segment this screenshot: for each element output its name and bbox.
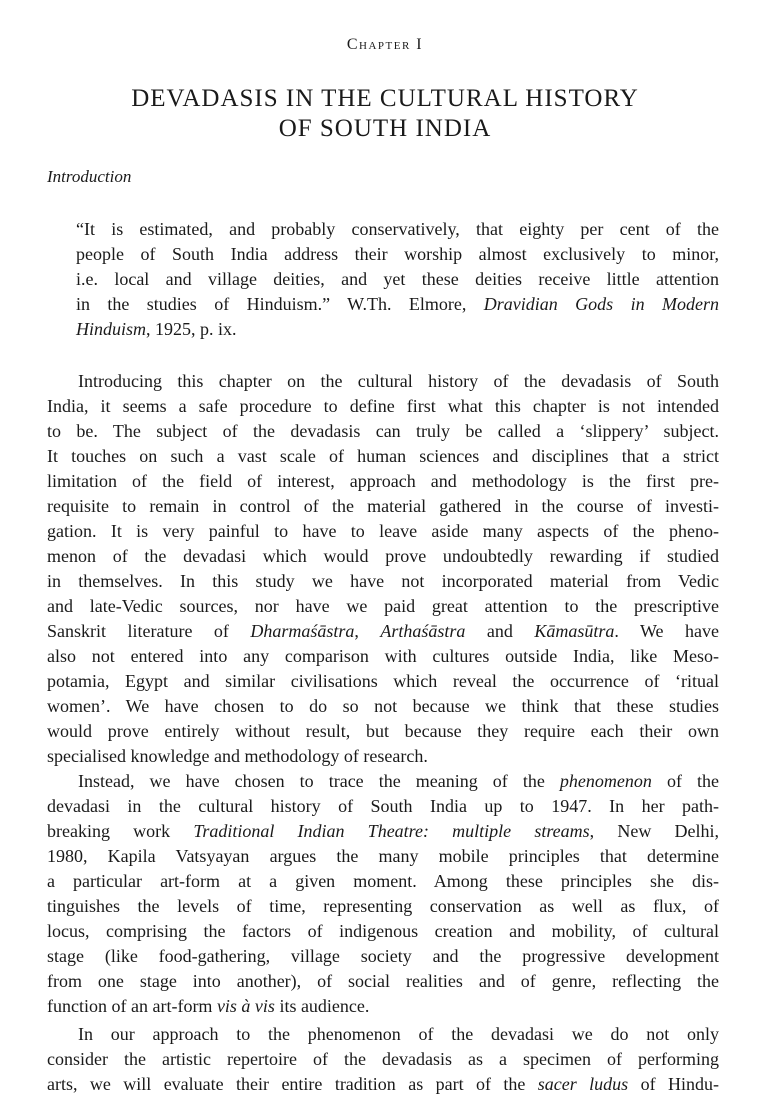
epigraph-line: i.e. local and village deities, and yet these deities receive little attention [76,269,719,289]
paragraph-line: also not entered into any comparison with cultures outside India, like Meso- [47,646,719,666]
paragraph-line: locus, comprising the factors of indigenous creation and mobility, of cultural [47,921,719,941]
paragraph-line: stage (like food-gathering, village society and the progressive development [47,946,719,966]
text-title-italic: Kāmasūtra [534,621,615,641]
paragraph-line: menon of the devadasi which would prove undoubtedly rewarding if studied [47,546,719,566]
paragraph-text: Instead, we have chosen to trace the meaning of the [78,771,560,791]
paragraph-line [47,1072,719,1097]
epigraph-line: people of South India address their worship almost exclusively to minor, [76,244,719,264]
paragraph-line: 1980, Kapila Vatsyayan argues the many mobile principles that determine [47,846,719,866]
paragraph-text: of the [651,771,720,791]
epigraph-text: in the studies of Hinduism.” W.Th. Elmore, [76,294,484,314]
paragraph-line: women’. We have chosen to do so not because we think that these studies [47,696,719,716]
paragraph-text: of Hindu- [628,1074,719,1094]
text-title-italic: Arthaśāstra [380,621,466,641]
book-title-italic: Traditional Indian Theatre: multiple streams [193,821,590,841]
paragraph-line: Introducing this chapter on the cultural history of the devadasis of South [78,371,719,391]
paragraph-line: India, it seems a safe procedure to define first what this chapter is not intended [47,396,719,416]
epigraph-text: , 1925, p. ix. [146,319,237,339]
emphasis-italic: vis à vis [216,996,275,1016]
chapter-label: Chapter I [346,36,424,53]
chapter-title-line: DEVADASIS IN THE CULTURAL HISTORY [131,85,639,112]
paragraph-line: a particular art-form at a given moment. Among these principles she dis- [47,871,719,891]
paragraph-line: In our approach to the phenomenon of the devadasi we do not only [78,1024,719,1044]
paragraph-line [47,994,719,1019]
paragraph-text: function of an art-form [47,996,217,1016]
paragraph-line: potamia, Egypt and similar civilisations which reveal the occurrence of ‘ritual [47,671,719,691]
paragraph-text: and [465,621,535,641]
paragraph-line [47,619,719,644]
paragraph-line: devadasi in the cultural history of South India up to 1947. In her path- [47,796,719,816]
paragraph-text: arts, we will evaluate their entire tradition as part of the [47,1074,538,1094]
paragraph-text: breaking work [47,821,194,841]
section-heading: Introduction [47,167,132,186]
paragraph-line: It touches on such a vast scale of human sciences and disciplines that a strict [47,446,719,466]
paragraph-line: from one stage into another), of social realities and of genre, reflecting the [47,971,719,991]
emphasis-italic: sacer ludus [537,1074,629,1094]
epigraph-line [76,292,719,317]
paragraph-text: its audience. [274,996,370,1016]
paragraph-text: , [354,621,381,641]
book-title-italic: Hinduism [76,319,147,339]
chapter-title-line: OF SOUTH INDIA [278,115,492,142]
epigraph-line [76,317,719,342]
paragraph-line: consider the artistic repertoire of the devadasis as a specimen of performing [47,1049,719,1069]
paragraph-line: gation. It is very painful to have to leave aside many aspects of the pheno- [47,521,719,541]
chapter-title [0,84,770,144]
paragraph-line: in themselves. In this study we have not incorporated material from Vedic [47,571,719,591]
paragraph-line: tinguishes the levels of time, representing conservation as well as flux, of [47,896,719,916]
paragraph-text: Sanskrit literature of [47,621,251,641]
paragraph-text: . We have [614,621,719,641]
paragraph-line: requisite to remain in control of the material gathered in the course of investi- [47,496,719,516]
paragraph-line: would prove entirely without result, but because they require each their own [47,721,719,741]
paragraph-line [47,819,719,844]
paragraph-line: limitation of the field of interest, approach and methodology is the first pre- [47,471,719,491]
text-title-italic: Dharmaśāstra [250,621,355,641]
paragraph-line: to be. The subject of the devadasis can truly be called a ‘slippery’ subject. [47,421,719,441]
paragraph-line: specialised knowledge and methodology of research. [47,746,428,766]
paragraph-text: , New Delhi, [589,821,719,841]
book-title-italic: Dravidian Gods in Modern [483,294,719,314]
paragraph-line: and late-Vedic sources, nor have we paid great attention to the prescriptive [47,596,719,616]
paragraph-line [78,769,719,794]
emphasis-italic: phenomenon [559,771,652,791]
epigraph-line: “It is estimated, and probably conservatively, that eighty per cent of the [76,219,719,239]
